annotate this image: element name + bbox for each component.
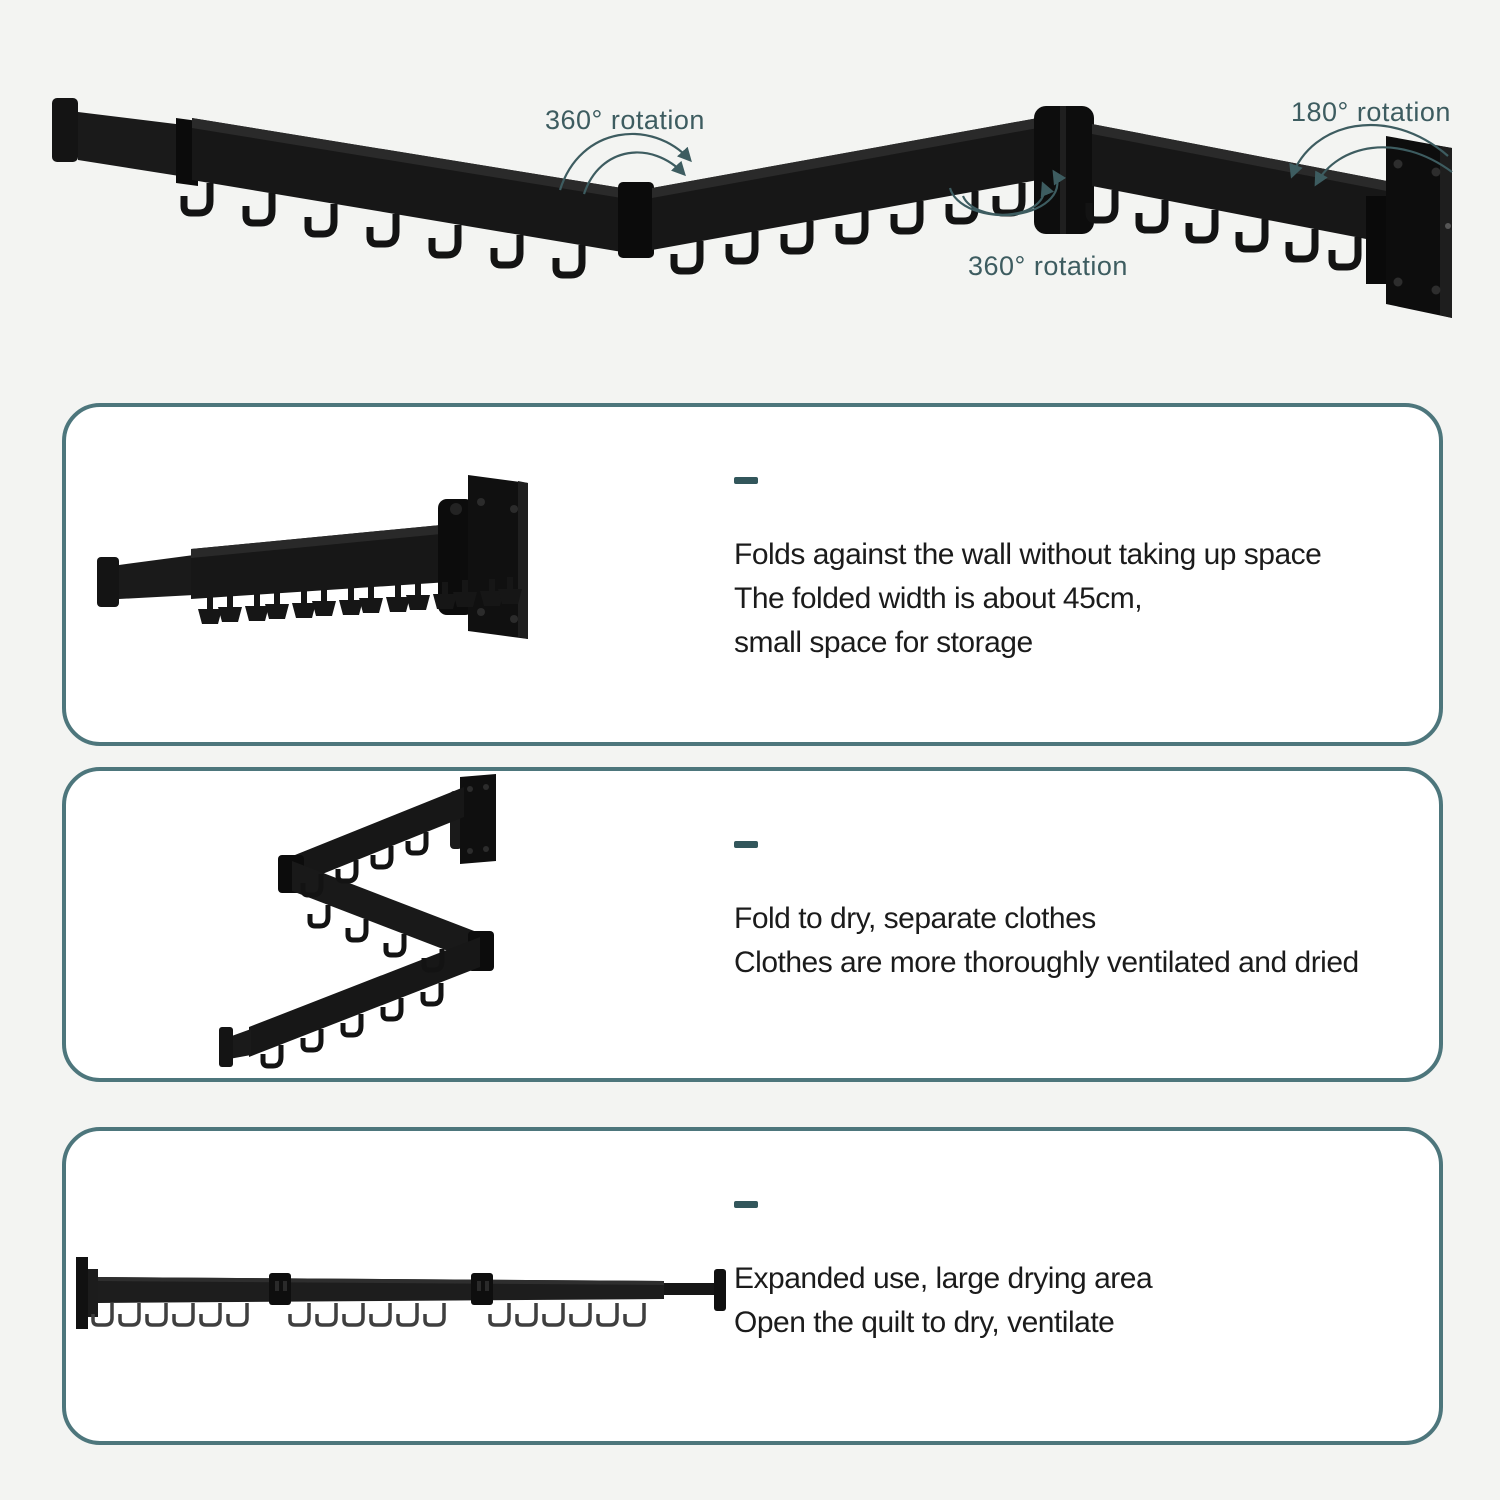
rotation-annotation-left: 360° rotation [545,105,705,135]
rotation-annotation-middle: 360° rotation [968,251,1128,281]
feature-text-line: Expanded use, large drying area [734,1262,1153,1295]
feature-text-line: Open the quilt to dry, ventilate [734,1306,1115,1339]
feature-text-line: The folded width is about 45cm, [734,582,1143,615]
feature-copy-folded [734,477,1321,665]
feature-text-line: Clothes are more thoroughly ventilated and dried [734,946,1359,979]
rotation-annotation-right: 180° rotation [1291,97,1451,127]
expanded-rack-image [66,1131,746,1441]
accent-dash [734,841,758,848]
feature-copy-expanded [734,1201,1152,1345]
feature-text-line: Fold to dry, separate clothes [734,902,1096,935]
feature-card-folded [62,403,1443,746]
feature-card-expanded [62,1127,1443,1445]
folded-rack-image [66,407,666,742]
accent-dash [734,477,758,484]
feature-text-line: small space for storage [734,626,1033,659]
accent-dash [734,1201,758,1208]
feature-card-zfold [62,767,1443,1082]
hero-rack-image [0,0,1500,360]
feature-text-line: Folds against the wall without taking up space [734,538,1322,571]
zfold-rack-image [66,771,626,1078]
feature-copy-zfold [734,841,1359,985]
